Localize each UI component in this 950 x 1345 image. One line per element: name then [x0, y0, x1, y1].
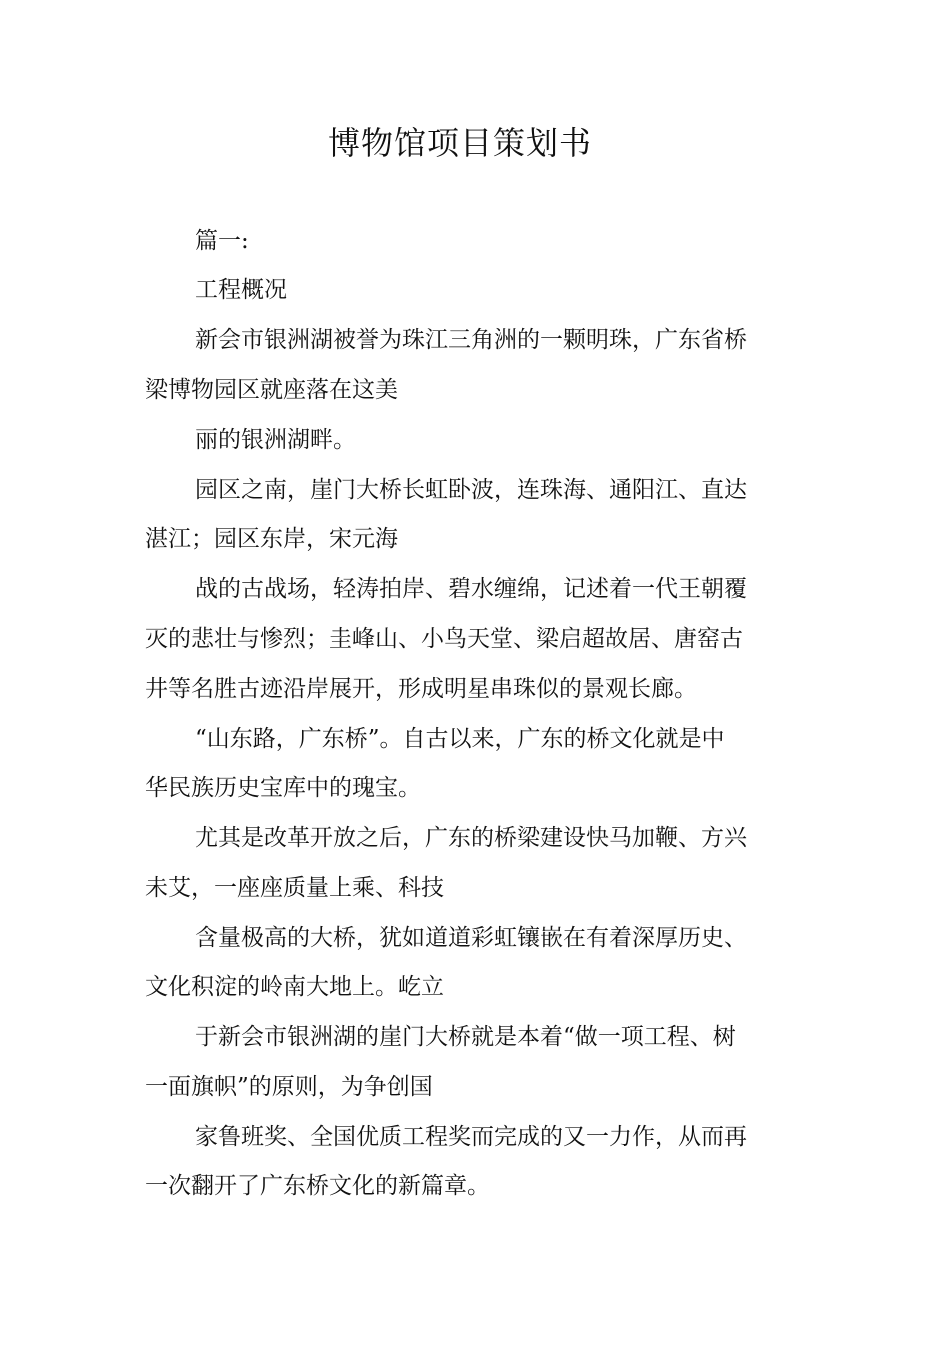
paragraph-line: 灭的悲壮与惨烈；圭峰山、小鸟天堂、梁启超故居、唐窑古	[145, 626, 743, 652]
paragraph-line: 尤其是改革开放之后，广东的桥梁建设快马加鞭、方兴	[195, 825, 747, 851]
section-heading-overview: 工程概况	[195, 277, 287, 303]
paragraph-line: 于新会市银洲湖的崖门大桥就是本着“做一项工程、树	[195, 1024, 736, 1050]
paragraph-line: 梁博物园区就座落在这美	[145, 377, 398, 403]
paragraph-line: 战的古战场，轻涛拍岸、碧水缠绵，记述着一代王朝覆	[195, 576, 747, 602]
paragraph-line: 文化积淀的岭南大地上。屹立	[145, 974, 444, 1000]
paragraph-line: 含量极高的大桥，犹如道道彩虹镶嵌在有着深厚历史、	[195, 925, 747, 951]
paragraph-line: 家鲁班奖、全国优质工程奖而完成的又一力作，从而再	[195, 1124, 747, 1150]
section-heading-part-one: 篇一:	[195, 228, 249, 254]
paragraph-line: 湛江；园区东岸，宋元海	[145, 526, 398, 552]
paragraph-line: 一次翻开了广东桥文化的新篇章。	[145, 1173, 490, 1199]
paragraph-line: “山东路，广东桥”。自古以来，广东的桥文化就是中	[195, 726, 725, 752]
paragraph-line: 一面旗帜”的原则，为争创国	[145, 1074, 433, 1100]
paragraph-line: 井等名胜古迹沿岸展开，形成明星串珠似的景观长廊。	[145, 676, 697, 702]
paragraph-line: 华民族历史宝库中的瑰宝。	[145, 775, 421, 801]
paragraph-line: 丽的银洲湖畔。	[195, 427, 356, 453]
paragraph-line: 园区之南，崖门大桥长虹卧波，连珠海、通阳江、直达	[195, 477, 747, 503]
paragraph-line: 未艾，一座座质量上乘、科技	[145, 875, 444, 901]
document-title: 博物馆项目策划书	[327, 124, 592, 162]
paragraph-line: 新会市银洲湖被誉为珠江三角洲的一颗明珠，广东省桥	[195, 327, 747, 353]
